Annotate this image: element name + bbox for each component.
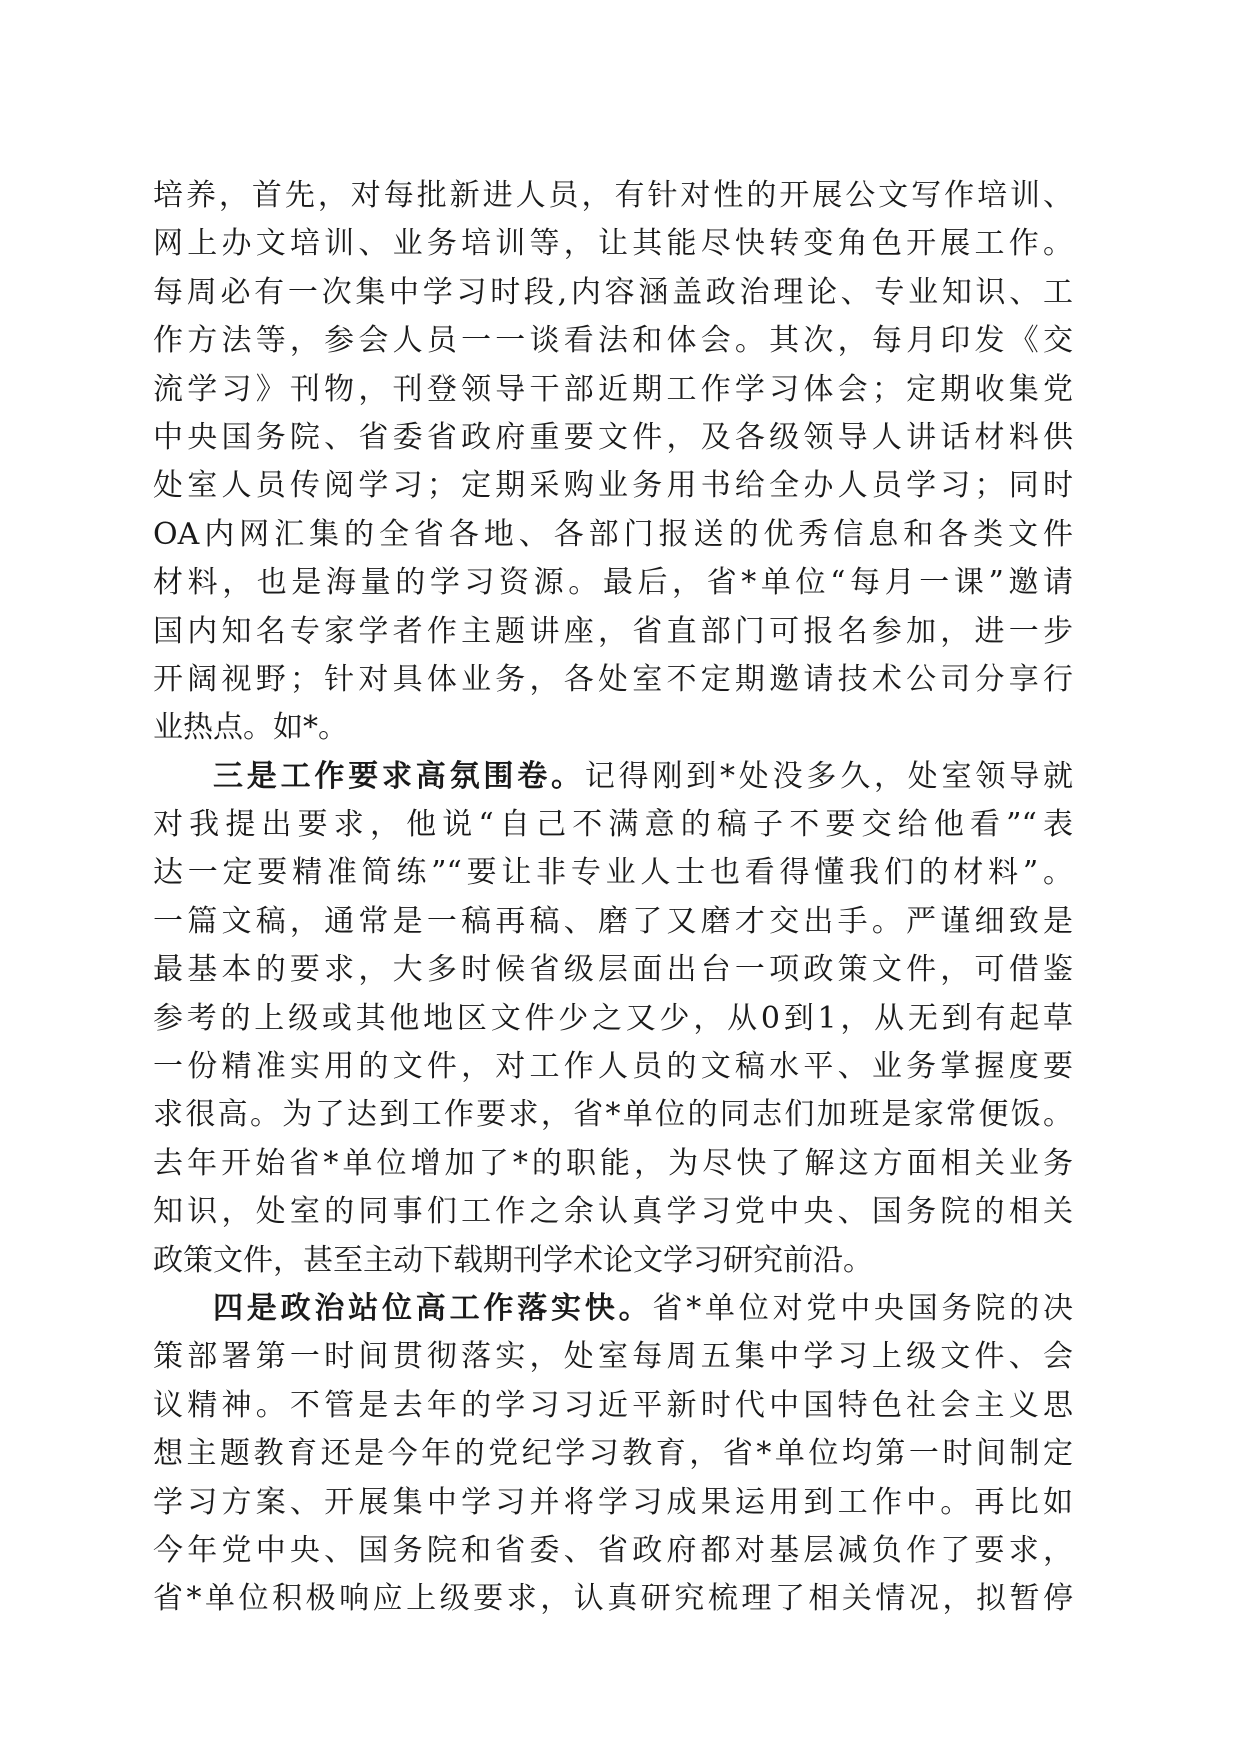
text-span: 省*单位对党中央国务院的决 <box>652 1290 1074 1326</box>
text-line: 处室人员传阅学习；定期采购业务用书给全办人员学习；同时 <box>153 468 1073 504</box>
paragraph-2 <box>153 753 1073 1285</box>
text-line: 议精神。不管是去年的学习习近平新时代中国特色社会主义思 <box>153 1387 1073 1423</box>
text-line: 作方法等，参会人员一一谈看法和体会。其次，每月印发《交 <box>153 323 1073 359</box>
text-line: 去年开始省*单位增加了*的职能，为尽快了解这方面相关业务 <box>153 1145 1073 1181</box>
text-line: 今年党中央、国务院和省委、省政府都对基层减负作了要求， <box>153 1532 1073 1568</box>
paragraph-heading: 四是政治站位高工作落实快。 <box>213 1290 653 1326</box>
paragraph-1 <box>153 172 1073 753</box>
text-line: 最基本的要求，大多时候省级层面出台一项政策文件，可借鉴 <box>153 952 1073 988</box>
document-body <box>153 172 1073 1624</box>
text-line: 对我提出要求，他说“自己不满意的稿子不要交给他看”“表 <box>153 807 1073 843</box>
text-line: 流学习》刊物，刊登领导干部近期工作学习体会；定期收集党 <box>153 371 1073 407</box>
text-line: 一份精准实用的文件，对工作人员的文稿水平、业务掌握度要 <box>153 1049 1073 1085</box>
text-line: 求很高。为了达到工作要求，省*单位的同志们加班是家常便饭。 <box>153 1097 1073 1133</box>
text-line: 知识，处室的同事们工作之余认真学习党中央、国务院的相关 <box>153 1194 1073 1230</box>
text-line: 中央国务院、省委省政府重要文件，及各级领导人讲话材料供 <box>153 419 1073 455</box>
text-line: 开阔视野；针对具体业务，各处室不定期邀请技术公司分享行 <box>153 661 1073 697</box>
text-line: 省*单位积极响应上级要求，认真研究梳理了相关情况，拟暂停 <box>153 1581 1073 1617</box>
text-line: 策部署第一时间贯彻落实，处室每周五集中学习上级文件、会 <box>153 1339 1073 1375</box>
paragraph-heading: 三是工作要求高氛围卷。 <box>213 758 585 794</box>
text-line: 政策文件，甚至主动下载期刊学术论文学习研究前沿。 <box>153 1242 873 1278</box>
paragraph-first-line <box>153 1285 1073 1333</box>
text-line: 每周必有一次集中学习时段,内容涵盖政治理论、专业知识、工 <box>153 274 1073 310</box>
text-line: 材料，也是海量的学习资源。最后，省*单位“每月一课”邀请 <box>153 565 1073 601</box>
text-line: 学习方案、开展集中学习并将学习成果运用到工作中。再比如 <box>153 1484 1073 1520</box>
text-line: 培养，首先，对每批新进人员，有针对性的开展公文写作培训、 <box>153 178 1073 213</box>
text-line: 国内知名专家学者作主题讲座，省直部门可报名参加，进一步 <box>153 613 1073 649</box>
text-line: 参考的上级或其他地区文件少之又少，从0到1，从无到有起草 <box>153 1000 1073 1036</box>
text-line: 想主题教育还是今年的党纪学习教育，省*单位均第一时间制定 <box>153 1436 1073 1472</box>
text-line: 业热点。如*。 <box>153 710 348 746</box>
text-line: 达一定要精准简练”“要让非专业人士也看得懂我们的材料”。 <box>153 855 1073 891</box>
text-line: 一篇文稿，通常是一稿再稿、磨了又磨才交出手。严谨细致是 <box>153 903 1073 939</box>
paragraph-3 <box>153 1285 1073 1624</box>
paragraph-first-line <box>153 753 1073 801</box>
text-line: 网上办文培训、业务培训等，让其能尽快转变角色开展工作。 <box>153 226 1073 262</box>
text-line: OA内网汇集的全省各地、各部门报送的优秀信息和各类文件 <box>153 516 1073 552</box>
text-span: 记得刚到*处没多久，处室领导就 <box>584 758 1074 794</box>
